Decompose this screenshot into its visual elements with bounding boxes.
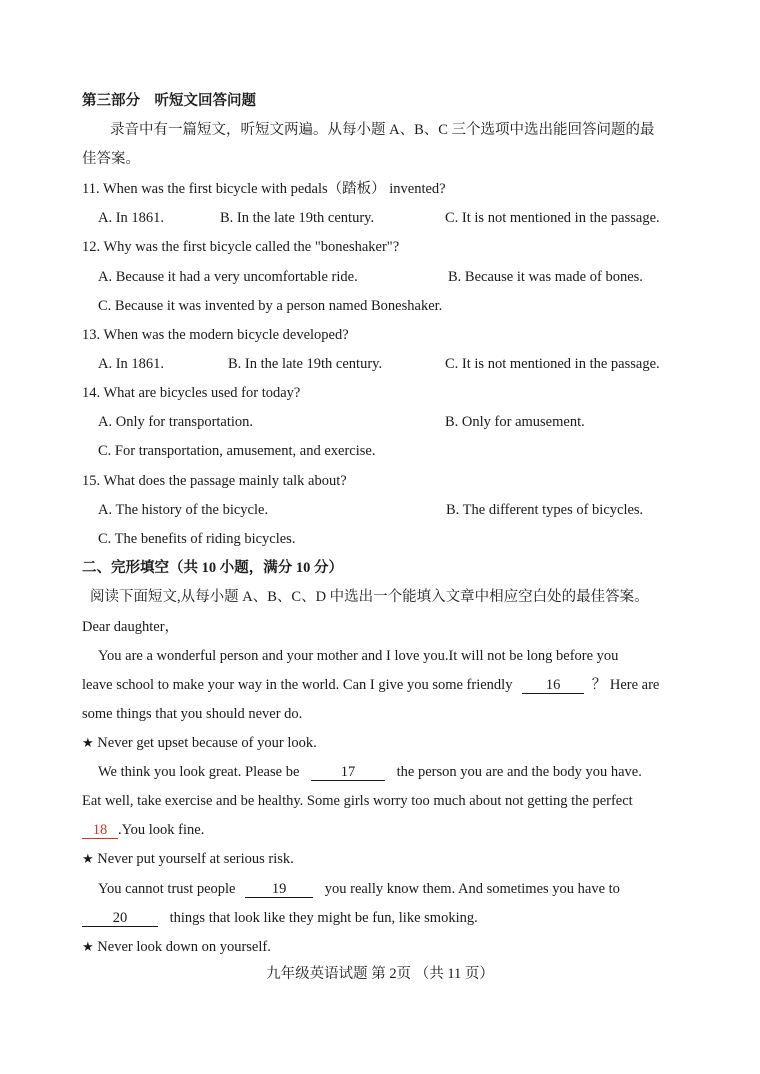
star-icon: ★ — [82, 851, 94, 866]
paragraph-1-line-2 — [82, 676, 659, 694]
paragraph-2-line-1 — [98, 763, 642, 781]
question-11-option-a: A. In 1861. — [98, 210, 165, 226]
heading-1 — [82, 734, 317, 752]
part3-title: 第三部分 听短文回答问题 — [82, 93, 256, 109]
question-11-stem: 11. When was the first bicycle with pedals（踏板） invented? — [82, 181, 446, 197]
paragraph-2-line-3 — [82, 821, 204, 839]
paragraph-1-text-end: ？ Here are — [591, 677, 660, 693]
paragraph-2-text-tail: .You look fine. — [118, 822, 205, 838]
star-icon: ★ — [82, 735, 94, 750]
blank-18: 18 — [82, 822, 118, 839]
question-15-option-b: B. The different types of bicycles. — [446, 502, 644, 518]
cloze-title: 二、完形填空（共 10 小题，满分 10 分） — [82, 560, 343, 576]
question-15-stem: 15. What does the passage mainly talk about? — [82, 473, 347, 489]
paragraph-2-text-end: the person you are and the body you have. — [396, 764, 642, 780]
paragraph-3-text-end: you really know them. And sometimes you have to — [324, 881, 620, 897]
paragraph-2-text: We think you look great. Please be — [98, 764, 300, 780]
paragraph-3-line-2 — [82, 909, 478, 927]
question-15-option-c: C. The benefits of riding bicycles. — [98, 531, 296, 547]
heading-2 — [82, 850, 294, 868]
question-12-stem: 12. Why was the first bicycle called the "boneshaker"? — [82, 239, 400, 255]
question-14-stem: 14. What are bicycles used for today? — [82, 385, 301, 401]
paragraph-1-line-1: You are a wonderful person and your mother and I love you.It will not be long before you — [98, 648, 619, 664]
question-14-option-a: A. Only for transportation. — [98, 414, 254, 430]
paragraph-3-text: You cannot trust people — [98, 881, 236, 897]
star-icon: ★ — [82, 939, 94, 954]
blank-19: 19 — [245, 881, 313, 898]
question-12-option-c: C. Because it was invented by a person named Boneshaker. — [98, 298, 443, 314]
blank-20: 20 — [82, 910, 158, 927]
part3-instruction-line1: 录音中有一篇短文，听短文两遍。从每小题 A、B、C 三个选项中选出能回答问题的最 — [110, 122, 655, 138]
question-15-option-a: A. The history of the bicycle. — [98, 502, 269, 518]
part3-instruction-line2: 佳答案。 — [82, 151, 140, 167]
heading-3 — [82, 938, 271, 956]
paragraph-3-line-1 — [98, 880, 620, 898]
heading-1-text: Never get upset because of your look. — [97, 735, 317, 751]
question-13-option-c: C. It is not mentioned in the passage. — [445, 356, 660, 372]
question-11-option-c: C. It is not mentioned in the passage. — [445, 210, 660, 226]
blank-16: 16 — [522, 677, 584, 694]
letter-salutation: Dear daughter， — [82, 619, 180, 635]
question-11-option-b: B. In the late 19th century. — [220, 210, 375, 226]
page-footer: 九年级英语试题 第 2页 （共 11 页） — [266, 966, 494, 982]
paragraph-1-text: leave school to make your way in the world. Can I give you some friendly — [82, 677, 513, 693]
question-13-option-a: A. In 1861. — [98, 356, 165, 372]
paragraph-2-line-2: Eat well, take exercise and be healthy. Some girls worry too much about not getting the perfect — [82, 793, 633, 809]
question-14-option-b: B. Only for amusement. — [445, 414, 585, 430]
paragraph-3-text-tail: things that look like they might be fun, like smoking. — [169, 910, 478, 926]
question-12-option-b: B. Because it was made of bones. — [448, 269, 643, 285]
heading-2-text: Never put yourself at serious risk. — [97, 851, 294, 867]
question-14-option-c: C. For transportation, amusement, and exercise. — [98, 443, 376, 459]
question-13-stem: 13. When was the modern bicycle developed? — [82, 327, 349, 343]
question-13-option-b: B. In the late 19th century. — [228, 356, 383, 372]
question-12-option-a: A. Because it had a very uncomfortable ride. — [98, 269, 358, 285]
cloze-instruction: 阅读下面短文,从每小题 A、B、C、D 中选出一个能填入文章中相应空白处的最佳答案。 — [90, 589, 649, 605]
paragraph-1-line-3: some things that you should never do. — [82, 706, 303, 722]
blank-17: 17 — [311, 764, 385, 781]
heading-3-text: Never look down on yourself. — [97, 939, 271, 955]
